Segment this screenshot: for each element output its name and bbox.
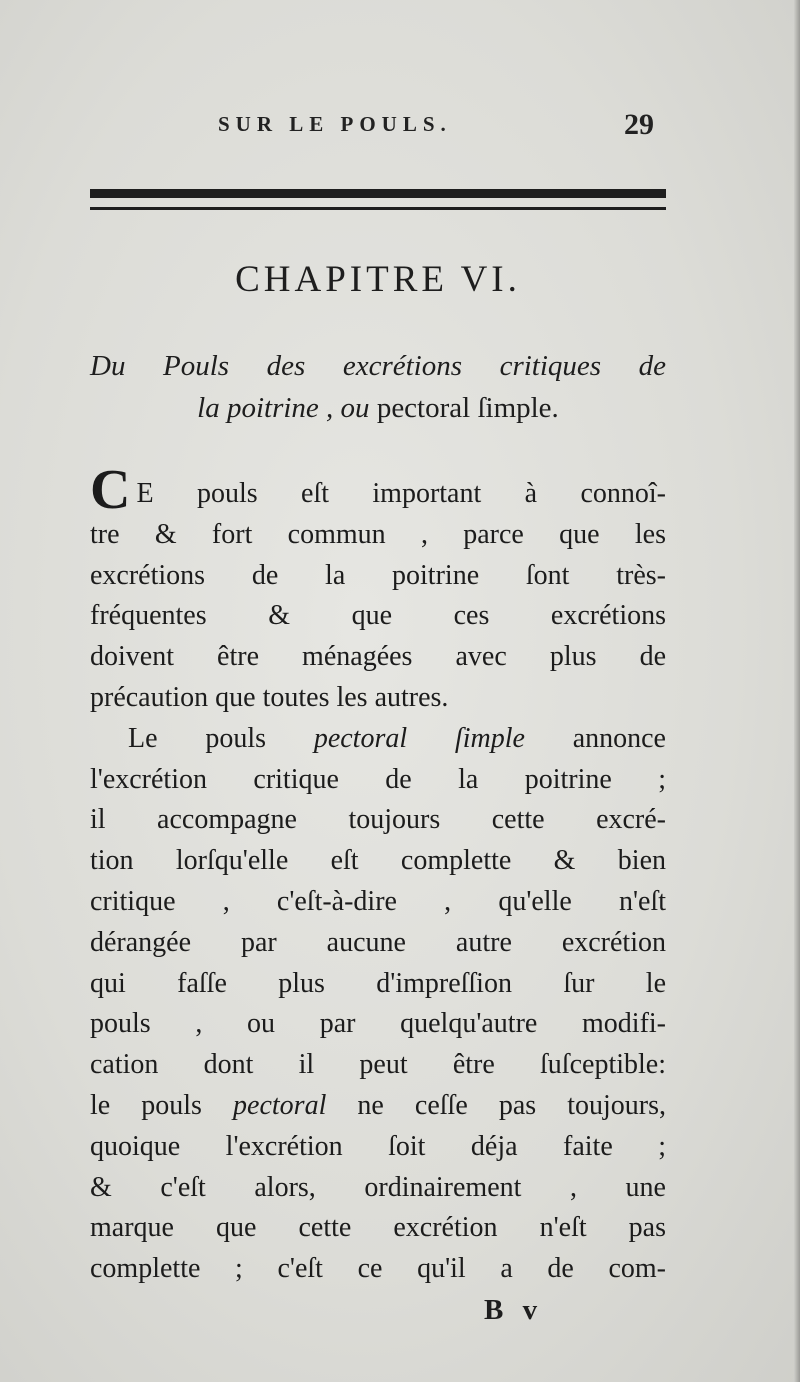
text-line: pouls , ou par quelqu'autre modifi-	[90, 1008, 666, 1040]
text-line: excrétions de la poitrine ſont très-	[90, 559, 666, 591]
signature-mark: B v	[484, 1294, 544, 1326]
text-line: critique , c'eſt-à-dire , qu'elle n'eſt	[90, 885, 666, 917]
subtitle-line-2-italic: la poitrine , ou	[197, 392, 377, 424]
body-text	[90, 459, 666, 1290]
text-line: l'excrétion critique de la poitrine ;	[90, 763, 666, 795]
text-line: C E pouls eſt important à connoî-	[90, 459, 666, 521]
subtitle-line-2	[90, 387, 666, 429]
header-rule-thick	[90, 189, 666, 198]
chapter-title: CHAPITRE VI.	[235, 259, 521, 300]
text-line: il accompagne toujours cette excré-	[90, 804, 666, 836]
chapter-subtitle	[90, 345, 666, 429]
running-head: SUR LE POULS.	[218, 112, 452, 136]
text-line: complette ; c'eſt ce qu'il a de com-	[90, 1253, 666, 1285]
text-line: cation dont il peut être ſuſceptible:	[90, 1049, 666, 1081]
text-line: qui faſſe plus d'impreſſion ſur le	[90, 967, 666, 999]
text-line: doivent être ménagées avec plus de	[90, 641, 666, 673]
page-number: 29	[624, 108, 654, 141]
text-line: quoique l'excrétion ſoit déja faite ;	[90, 1130, 666, 1162]
text-line: marque que cette excrétion n'eſt pas	[90, 1212, 666, 1244]
subtitle-line-2-roman: pectoral ſimple.	[376, 392, 559, 424]
subtitle-line-1: Du Pouls des excrétions critiques de	[90, 350, 666, 382]
header-rule-thin	[90, 207, 666, 210]
text-line: dérangée par aucune autre excrétion	[90, 926, 666, 958]
text-line: fréquentes & que ces excrétions	[90, 600, 666, 632]
text-line: & c'eſt alors, ordinairement , une	[90, 1171, 666, 1203]
text-line: Le pouls pectoral ſimple annonce	[128, 722, 666, 754]
drop-cap: C	[90, 459, 131, 521]
text-line: précaution que toutes les autres.	[90, 681, 449, 713]
italic-term: pectoral	[233, 1089, 327, 1121]
text-line: tion lorſqu'elle eſt complette & bien	[90, 845, 666, 877]
text-line: tre & fort commun , parce que les	[90, 518, 666, 550]
text-line: le pouls pectoral ne ceſſe pas toujours,	[90, 1089, 666, 1121]
italic-term: pectoral ſimple	[313, 722, 525, 754]
page-edge-shadow	[794, 0, 800, 1382]
